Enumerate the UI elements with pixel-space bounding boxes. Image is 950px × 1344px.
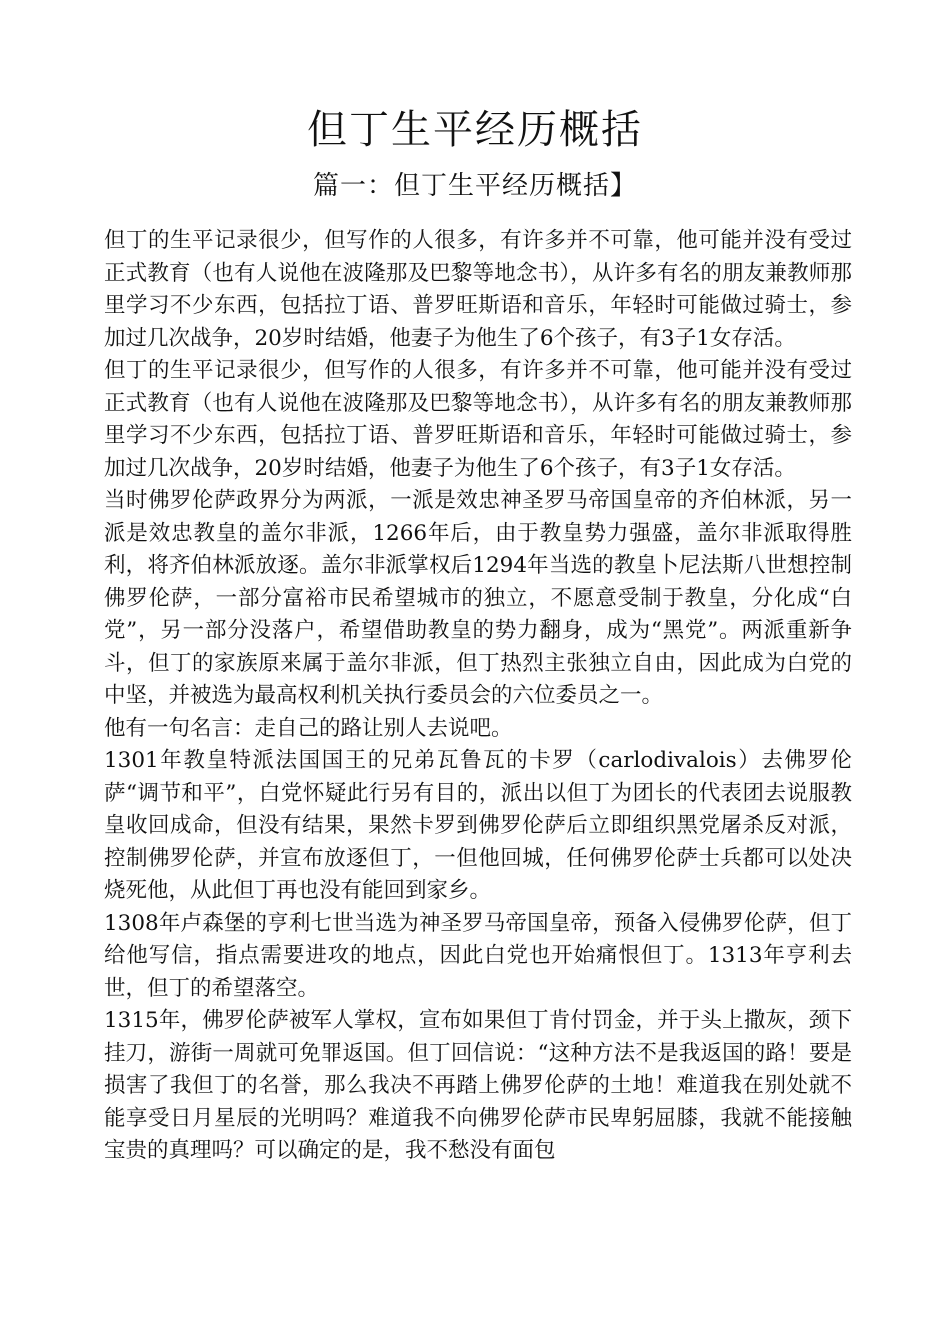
paragraph-1: 但丁的生平记录很少，但写作的人很多，有许多并不可靠，他可能并没有受过正式教育（也有人说他在波隆那及巴黎等地念书），从许多有名的朋友兼教师那里学习不少东西，包括拉丁语、普罗旺斯语和音乐，年轻时可能做过骑士，参加过几次战争，20岁时结婚，他妻子为他生了6个孩子，有3子1女存活。 — [104, 228, 852, 351]
document-title: 但丁生平经历概括 — [307, 107, 643, 153]
paragraph-4: 他有一句名言：走自己的路让别人去说吧。 — [104, 715, 513, 741]
document-subtitle: 篇一：但丁生平经历概括】 — [312, 171, 637, 201]
paragraph-3: 当时佛罗伦萨政界分为两派，一派是效忠神圣罗马帝国皇帝的齐伯林派，另一派是效忠教皇的盖尔非派，1266年后，由于教皇势力强盛，盖尔非派取得胜利，将齐伯林派放逐。盖尔非派掌权后1294年当选的教皇卜尼法斯八世想控制佛罗伦萨，一部分富裕市民希望城市的独立，不愿意受制于教皇，分化成“白党”，另一部分没落户，希望借助教皇的势力翻身，成为“黑党”。两派重新争斗，但丁的家族原来属于盖尔非派，但丁热烈主张独立自由，因此成为白党的中坚，并被选为最高权利机关执行委员会的六位委员之一。 — [104, 488, 852, 708]
paragraph-2: 但丁的生平记录很少，但写作的人很多，有许多并不可靠，他可能并没有受过正式教育（也有人说他在波隆那及巴黎等地念书），从许多有名的朋友兼教师那里学习不少东西，包括拉丁语、普罗旺斯语和音乐，年轻时可能做过骑士，参加过几次战争，20岁时结婚，他妻子为他生了6个孩子，有3子1女存活。 — [104, 358, 852, 481]
paragraph-5: 1301年教皇特派法国国王的兄弟瓦鲁瓦的卡罗（carlodivalois）去佛罗伦萨“调节和平”，白党怀疑此行另有目的，派出以但丁为团长的代表团去说服教皇收回成命，但没有结果，果然卡罗到佛罗伦萨后立即组织黑党屠杀反对派，控制佛罗伦萨，并宣布放逐但丁，一但他回城，任何佛罗伦萨士兵都可以处决烧死他，从此但丁再也没有能回到家乡。 — [104, 748, 852, 903]
document-body — [104, 225, 852, 1168]
paragraph-7: 1315年，佛罗伦萨被军人掌权，宣布如果但丁肯付罚金，并于头上撒灰，颈下挂刀，游街一周就可免罪返国。但丁回信说：“这种方法不是我返国的路！要是损害了我但丁的名誉，那么我决不再踏上佛罗伦萨的土地！难道我在别处就不能享受日月星辰的光明吗？难道我不向佛罗伦萨市民卑躬屈膝，我就不能接触宝贵的真理吗？可以确定的是，我不愁没有面包 — [104, 1008, 852, 1163]
paragraph-6: 1308年卢森堡的亨利七世当选为神圣罗马帝国皇帝，预备入侵佛罗伦萨，但丁给他写信，指点需要进攻的地点，因此白党也开始痛恨但丁。1313年亨利去世，但丁的希望落空。 — [104, 910, 852, 1001]
